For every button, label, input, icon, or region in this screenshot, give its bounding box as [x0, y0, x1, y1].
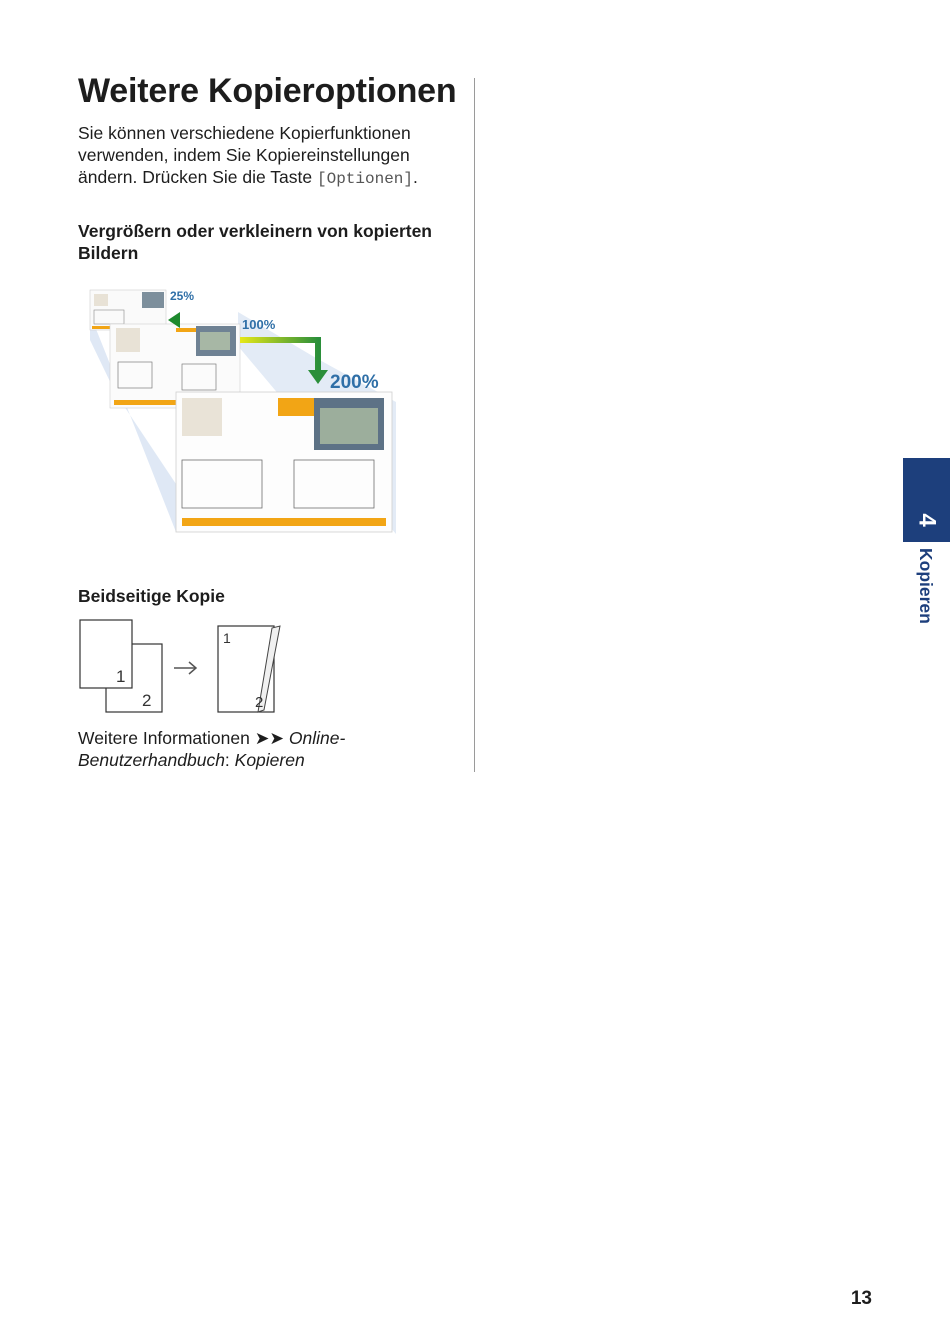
duplex-heading: Beidseitige Kopie [78, 586, 225, 606]
double-arrow-icon: ➤➤ [254, 728, 285, 748]
label-200-percent: 200% [330, 372, 379, 393]
page-number: 13 [850, 1288, 872, 1309]
zoom-heading: Vergrößern oder verkleinern von kopierten Bildern [78, 221, 432, 263]
intro-end: . [413, 167, 418, 187]
label-25-percent: 25% [170, 289, 195, 303]
page-title: Weitere Kopieroptionen [78, 72, 457, 110]
options-key-label: [Optionen] [316, 170, 413, 188]
duplex-page-one-label: 1 [116, 667, 126, 686]
column-divider [474, 78, 475, 772]
chapter-number-box [903, 458, 950, 542]
online-manual-link[interactable]: Online-Benutzerhandbuch [78, 728, 346, 770]
arrow-right-icon [174, 662, 196, 674]
duplex-result-two-label: 2 [255, 694, 264, 711]
more-info-text [78, 727, 468, 771]
more-info-separator: : [224, 750, 235, 770]
label-100-percent: 100% [242, 317, 276, 332]
chapter-label: Kopieren [916, 548, 936, 624]
more-info-prefix: Weitere Informationen [78, 728, 255, 748]
chapter-number: 4 [913, 513, 941, 527]
duplex-illustration [78, 616, 288, 716]
intro-paragraph [78, 122, 468, 190]
manual-topic[interactable]: Kopieren [234, 750, 305, 770]
chapter-tab [903, 458, 950, 542]
duplex-page-two-label: 2 [142, 691, 152, 710]
zoom-illustration [86, 284, 400, 544]
duplex-result-one-label: 1 [223, 630, 231, 646]
intro-text: Sie können verschiedene Kopierfunktionen verwenden, indem Sie Kopiereinstellungen ändern. Drücken Sie die Taste [78, 123, 411, 187]
page-200-percent [176, 392, 392, 532]
